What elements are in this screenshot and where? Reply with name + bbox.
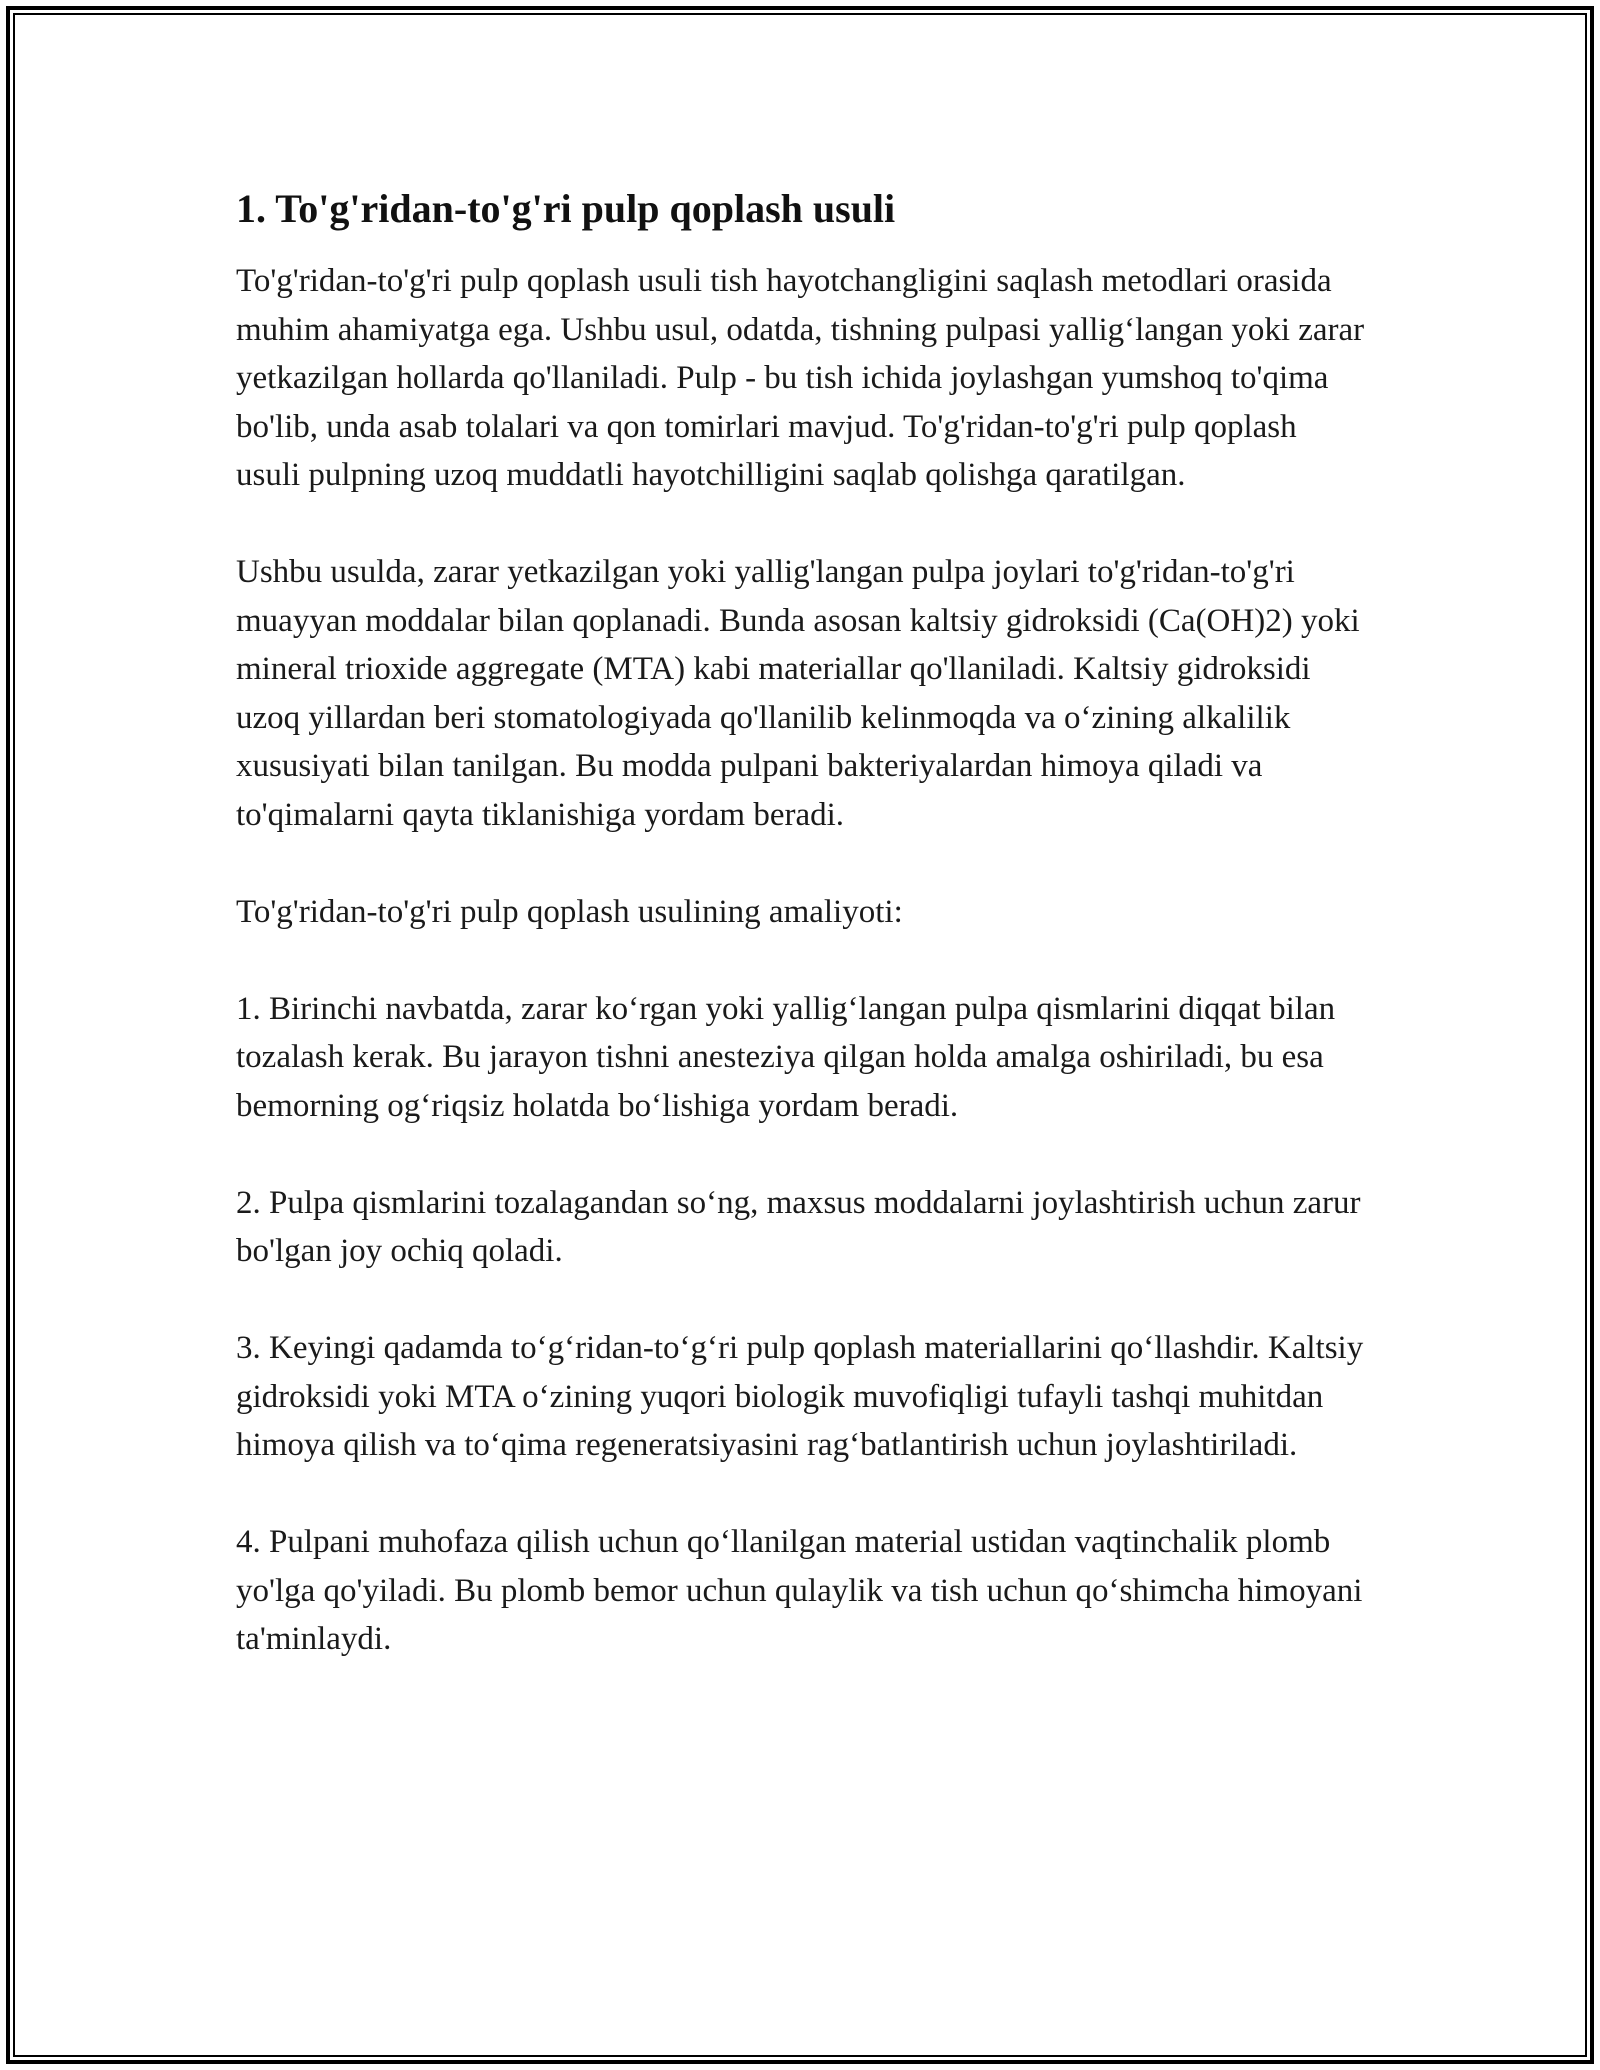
document-body <box>236 185 1366 1664</box>
section-title: 1. To'g'ridan-to'g'ri pulp qoplash usuli <box>236 186 896 231</box>
list-item-step-4: 4. Pulpani muhofaza qilish uchun qo‘llanilgan material ustidan vaqtinchalik plomb yo'lga qo'yiladi. Bu plomb bemor uchun qulaylik va tish uchun qo‘shimcha himoyani ta'minlaydi. <box>236 1524 1363 1657</box>
paragraph-practice-heading: To'g'ridan-to'g'ri pulp qoplash usulining amaliyoti: <box>236 893 903 930</box>
list-item-step-2: 2. Pulpa qismlarini tozalagandan so‘ng, maxsus moddalarni joylashtirish uchun zarur bo'lgan joy ochiq qoladi. <box>236 1184 1361 1269</box>
paragraph-intro: To'g'ridan-to'g'ri pulp qoplash usuli tish hayotchangligini saqlash metodlari orasida muhim ahamiyatga ega. Ushbu usul, odatda, tishning pulpasi yallig‘langan yoki zarar yetkazilgan hollarda qo'llaniladi. Pulp - bu tish ichida joylashgan yumshoq to'qima bo'lib, unda asab tolalari va qon tomirlari mavjud. To'g'ridan-to'g'ri pulp qoplash usuli pulpning uzoq muddatli hayotchilligini saqlab qolishga qaratilgan. <box>236 263 1365 493</box>
paragraph-materials: Ushbu usulda, zarar yetkazilgan yoki yallig'langan pulpa joylari to'g'ridan-to'g'ri muayyan moddalar bilan qoplanadi. Bunda asosan kaltsiy gidroksidi (Ca(OH)2) yoki mineral trioxide aggregate (MTA) kabi materiallar qo'llaniladi. Kaltsiy gidroksidi uzoq yillardan beri stomatologiyada qo'llanilib kelinmoqda va o‘zining alkalilik xususiyati bilan tanilgan. Bu modda pulpani bakteriyalardan himoya qiladi va to'qimalarni qayta tiklanishiga yordam beradi. <box>236 554 1360 833</box>
list-item-step-1: 1. Birinchi navbatda, zarar ko‘rgan yoki yallig‘langan pulpa qismlarini diqqat bilan tozalash kerak. Bu jarayon tishni anesteziya qilgan holda amalga oshiriladi, bu esa bemorning og‘riqsiz holatda bo‘lishiga yordam beradi. <box>236 990 1336 1124</box>
list-item-step-3: 3. Keyingi qadamda to‘g‘ridan-to‘g‘ri pulp qoplash materiallarini qo‘llashdir. Kaltsiy gidroksidi yoki MTA o‘zining yuqori biologik muvofiqligi tufayli tashqi muhitdan himoya qilish va to‘qima regeneratsiyasini rag‘batlantirish uchun joylashtiriladi. <box>236 1330 1364 1463</box>
